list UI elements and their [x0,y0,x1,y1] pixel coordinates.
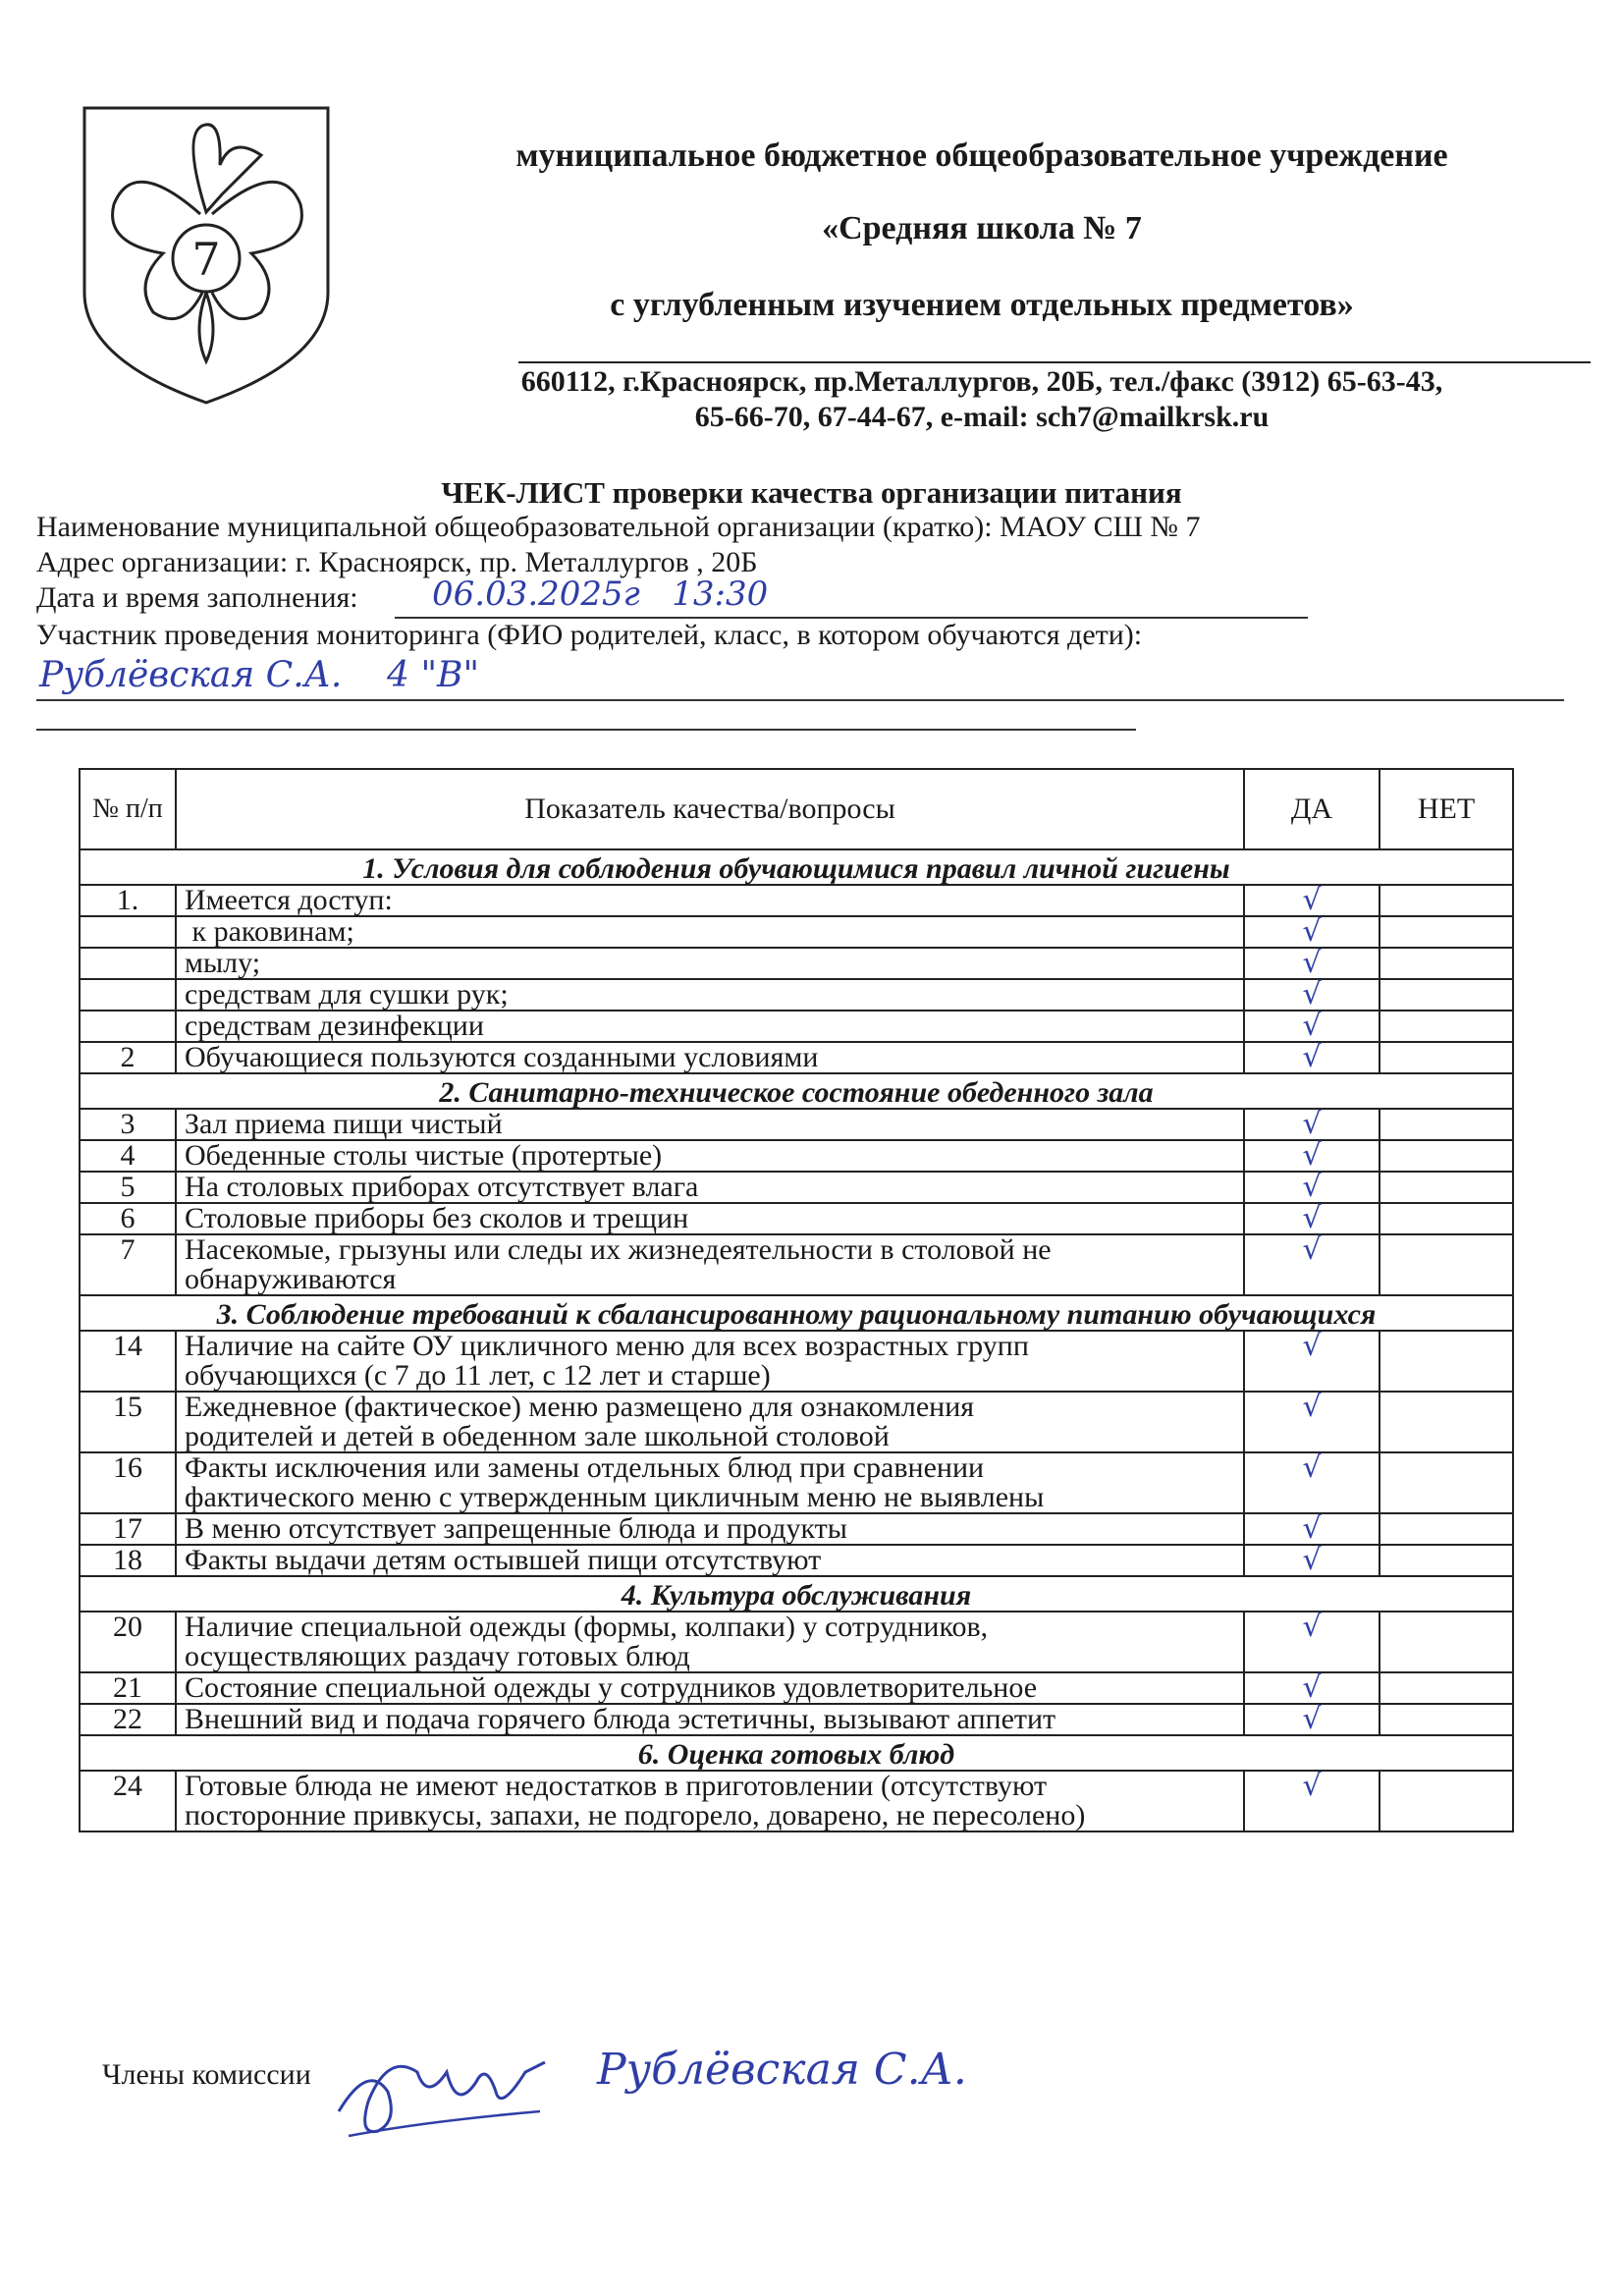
question-line: осуществляющих раздачу готовых блюд [185,1640,690,1672]
checkmark-icon: √ [1302,1543,1322,1577]
row-number [80,979,176,1011]
row-number [80,1011,176,1042]
row-question [176,1203,1244,1234]
section-header [80,1735,1513,1771]
no-cell[interactable] [1380,1011,1513,1042]
table-row [80,1452,1513,1513]
no-cell[interactable] [1380,1331,1513,1392]
checkmark-icon: √ [1302,1170,1322,1204]
yes-cell[interactable] [1244,1771,1380,1831]
col-header-num: № п/п [80,769,176,849]
commission-members-label: Члены комиссии [102,2058,311,2091]
table-row [80,1234,1513,1295]
no-cell[interactable] [1380,979,1513,1011]
table-header-row [80,769,1513,849]
no-cell[interactable] [1380,1704,1513,1735]
section-title: 4. Культура обслуживания [80,1576,1513,1612]
no-cell[interactable] [1380,1771,1513,1831]
address-line-1: 660112, г.Красноярск, пр.Металлургов, 20Б, тел./факс (3912) 65-63-43, [520,365,1443,398]
question-line: Готовые блюда не имеют недостатков в приготовлении (отсутствуют [185,1770,1048,1802]
question-line: посторонние привкусы, запахи, не подгорело, доварено, не пересолено) [185,1799,1086,1831]
school-name: «Средняя школа № 7 [822,210,1142,246]
checkmark-icon: √ [1302,1450,1322,1485]
section-header [80,849,1513,885]
row-number: 4 [80,1140,176,1172]
checkmark-icon: √ [1302,946,1322,980]
question-line: родителей и детей в обеденном зале школьной столовой [185,1420,890,1452]
question-line: Факты выдачи детям остывшей пищи отсутствуют [185,1544,822,1576]
checkmark-icon: √ [1302,1329,1322,1363]
table-row [80,885,1513,916]
row-question [176,1704,1244,1735]
row-number: 15 [80,1392,176,1452]
row-question [176,1042,1244,1073]
participant-underline-1 [36,699,1564,701]
table-row [80,1771,1513,1831]
row-question [176,1392,1244,1452]
table-row [80,1392,1513,1452]
row-number: 3 [80,1109,176,1140]
table-row [80,1672,1513,1704]
school-name-line2: с углубленным изучением отдельных предметов» [610,287,1354,323]
col-header-no: НЕТ [1380,769,1513,849]
svg-text:7: 7 [191,233,221,286]
row-number: 14 [80,1331,176,1392]
row-question [176,948,1244,979]
table-row [80,1109,1513,1140]
checkmark-icon: √ [1302,1009,1322,1043]
yes-cell[interactable] [1244,1672,1380,1704]
yes-cell[interactable] [1244,979,1380,1011]
question-line: Обучающиеся пользуются созданными условиями [185,1041,819,1073]
question-line: Обеденные столы чистые (протертые) [185,1139,663,1172]
row-number: 17 [80,1513,176,1545]
question-line: Наличие на сайте ОУ цикличного меню для всех возрастных групп [185,1330,1029,1362]
question-line: На столовых приборах отсутствует влага [185,1171,699,1203]
row-number: 1. [80,885,176,916]
row-number: 24 [80,1771,176,1831]
yes-cell[interactable] [1244,1234,1380,1295]
address-line-2: 65-66-70, 67-44-67, e-mail: sch7@mailkrsk.ru [694,401,1270,433]
checkmark-icon: √ [1302,1232,1322,1267]
address-field: Адрес организации: г. Красноярск, пр. Металлургов , 20Б [36,546,758,578]
section-header [80,1073,1513,1109]
row-number: 2 [80,1042,176,1073]
checkmark-icon: √ [1302,1390,1322,1424]
yes-cell[interactable] [1244,948,1380,979]
row-question [176,1331,1244,1392]
participant-label: Участник проведения мониторинга (ФИО родителей, класс, в котором обучаются дети): [36,619,1143,651]
no-cell[interactable] [1380,1140,1513,1172]
checkmark-icon: √ [1302,1040,1322,1074]
document-title: ЧЕК-ЛИСТ проверки качества организации питания [441,475,1182,510]
no-cell[interactable] [1380,1109,1513,1140]
section-title: 1. Условия для соблюдения обучающимися правил личной гигиены [80,849,1513,885]
yes-cell[interactable] [1244,1203,1380,1234]
section-header [80,1295,1513,1331]
yes-cell[interactable] [1244,1513,1380,1545]
table-row [80,1612,1513,1672]
row-question [176,1452,1244,1513]
question-line: к раковинам; [185,915,354,948]
row-number: 20 [80,1612,176,1672]
no-cell[interactable] [1380,1545,1513,1576]
row-question [176,1513,1244,1545]
checkmark-icon: √ [1302,914,1322,949]
header-divider [518,361,1591,363]
table-row [80,1203,1513,1234]
row-question [176,1109,1244,1140]
checkmark-icon: √ [1302,1511,1322,1546]
datetime-label: Дата и время заполнения: [36,581,358,614]
col-header-question: Показатель качества/вопросы [176,769,1244,849]
checkmark-icon: √ [1302,977,1322,1011]
yes-cell[interactable] [1244,1704,1380,1735]
row-number: 5 [80,1172,176,1203]
org-type: муниципальное бюджетное общеобразовательное учреждение [515,137,1448,174]
question-line: Имеется доступ: [185,884,393,916]
row-number [80,916,176,948]
col-header-yes: ДА [1244,769,1380,849]
participant-underline-2 [36,729,1136,731]
yes-cell[interactable] [1244,1452,1380,1513]
row-number: 18 [80,1545,176,1576]
section-title: 6. Оценка готовых блюд [80,1735,1513,1771]
no-cell[interactable] [1380,1513,1513,1545]
no-cell[interactable] [1380,916,1513,948]
yes-cell[interactable] [1244,1109,1380,1140]
checkmark-icon: √ [1302,1610,1322,1644]
table-row [80,1140,1513,1172]
section-title: 2. Санитарно-техническое состояние обеденного зала [80,1073,1513,1109]
question-line: Состояние специальной одежды у сотрудников удовлетворительное [185,1671,1038,1704]
yes-cell[interactable] [1244,1140,1380,1172]
question-line: средствам для сушки рук; [185,978,509,1011]
row-question [176,1545,1244,1576]
yes-cell[interactable] [1244,1612,1380,1672]
row-question [176,1771,1244,1831]
question-line: фактического меню с утвержденным цикличным меню не выявлены [185,1481,1045,1513]
checkmark-icon: √ [1302,1670,1322,1705]
row-question [176,1672,1244,1704]
yes-cell[interactable] [1244,1172,1380,1203]
table-row [80,1513,1513,1545]
no-cell[interactable] [1380,1042,1513,1073]
yes-cell[interactable] [1244,1392,1380,1452]
question-line: Наличие специальной одежды (формы, колпаки) у сотрудников, [185,1611,989,1643]
datetime-value: 06.03.2025г 13:30 [432,574,769,614]
checkmark-icon: √ [1302,1702,1322,1736]
table-row [80,1011,1513,1042]
question-line: обучающихся (с 7 до 11 лет, с 12 лет и старше) [185,1359,771,1392]
question-line: Факты исключения или замены отдельных блюд при сравнении [185,1451,985,1484]
question-line: средствам дезинфекции [185,1010,484,1042]
yes-cell[interactable] [1244,1011,1380,1042]
table-row [80,1042,1513,1073]
yes-cell[interactable] [1244,1545,1380,1576]
handwritten-signature [329,2043,555,2151]
table-row [80,1331,1513,1392]
row-number: 6 [80,1203,176,1234]
table-row [80,1545,1513,1576]
no-cell[interactable] [1380,1672,1513,1704]
row-number: 7 [80,1234,176,1295]
checkmark-icon: √ [1302,1138,1322,1173]
question-line: Насекомые, грызуны или следы их жизнедеятельности в столовой не [185,1233,1052,1266]
row-number: 16 [80,1452,176,1513]
row-number: 22 [80,1704,176,1735]
yes-cell[interactable] [1244,885,1380,916]
no-cell[interactable] [1380,948,1513,979]
question-line: Зал приема пищи чистый [185,1108,503,1140]
yes-cell[interactable] [1244,1331,1380,1392]
no-cell[interactable] [1380,885,1513,916]
no-cell[interactable] [1380,1392,1513,1452]
no-cell[interactable] [1380,1234,1513,1295]
row-number [80,948,176,979]
checkmark-icon: √ [1302,883,1322,917]
table-row [80,948,1513,979]
section-title: 3. Соблюдение требований к сбалансированному рациональному питанию обучающихся [80,1295,1513,1331]
no-cell[interactable] [1380,1203,1513,1234]
table-row [80,979,1513,1011]
question-line: Столовые приборы без сколов и трещин [185,1202,689,1234]
signature-name: Рублёвская С.А. [597,2045,967,2095]
no-cell[interactable] [1380,1612,1513,1672]
no-cell[interactable] [1380,1452,1513,1513]
question-line: обнаруживаются [185,1263,397,1295]
checkmark-icon: √ [1302,1201,1322,1235]
checkmark-icon: √ [1302,1107,1322,1141]
row-question [176,1612,1244,1672]
yes-cell[interactable] [1244,916,1380,948]
row-question [176,1234,1244,1295]
row-question [176,1140,1244,1172]
row-question [176,979,1244,1011]
table-row [80,1704,1513,1735]
section-header [80,1576,1513,1612]
question-line: В меню отсутствует запрещенные блюда и продукты [185,1512,847,1545]
school-crest-logo [75,96,338,409]
row-question [176,916,1244,948]
question-line: мылу; [185,947,261,979]
org-name-field: Наименование муниципальной общеобразовательной организации (кратко): МАОУ СШ № 7 [36,511,1201,543]
row-question [176,1172,1244,1203]
yes-cell[interactable] [1244,1042,1380,1073]
row-question [176,1011,1244,1042]
question-line: Внешний вид и подача горячего блюда эстетичны, вызывают аппетит [185,1703,1056,1735]
table-row [80,1172,1513,1203]
checklist-table [79,768,1514,1832]
table-row [80,916,1513,948]
checkmark-icon: √ [1302,1769,1322,1803]
question-line: Ежедневное (фактическое) меню размещено для ознакомления [185,1391,975,1423]
row-number: 21 [80,1672,176,1704]
participant-value: Рублёвская С.А. 4 "В" [39,655,480,695]
no-cell[interactable] [1380,1172,1513,1203]
row-question [176,885,1244,916]
